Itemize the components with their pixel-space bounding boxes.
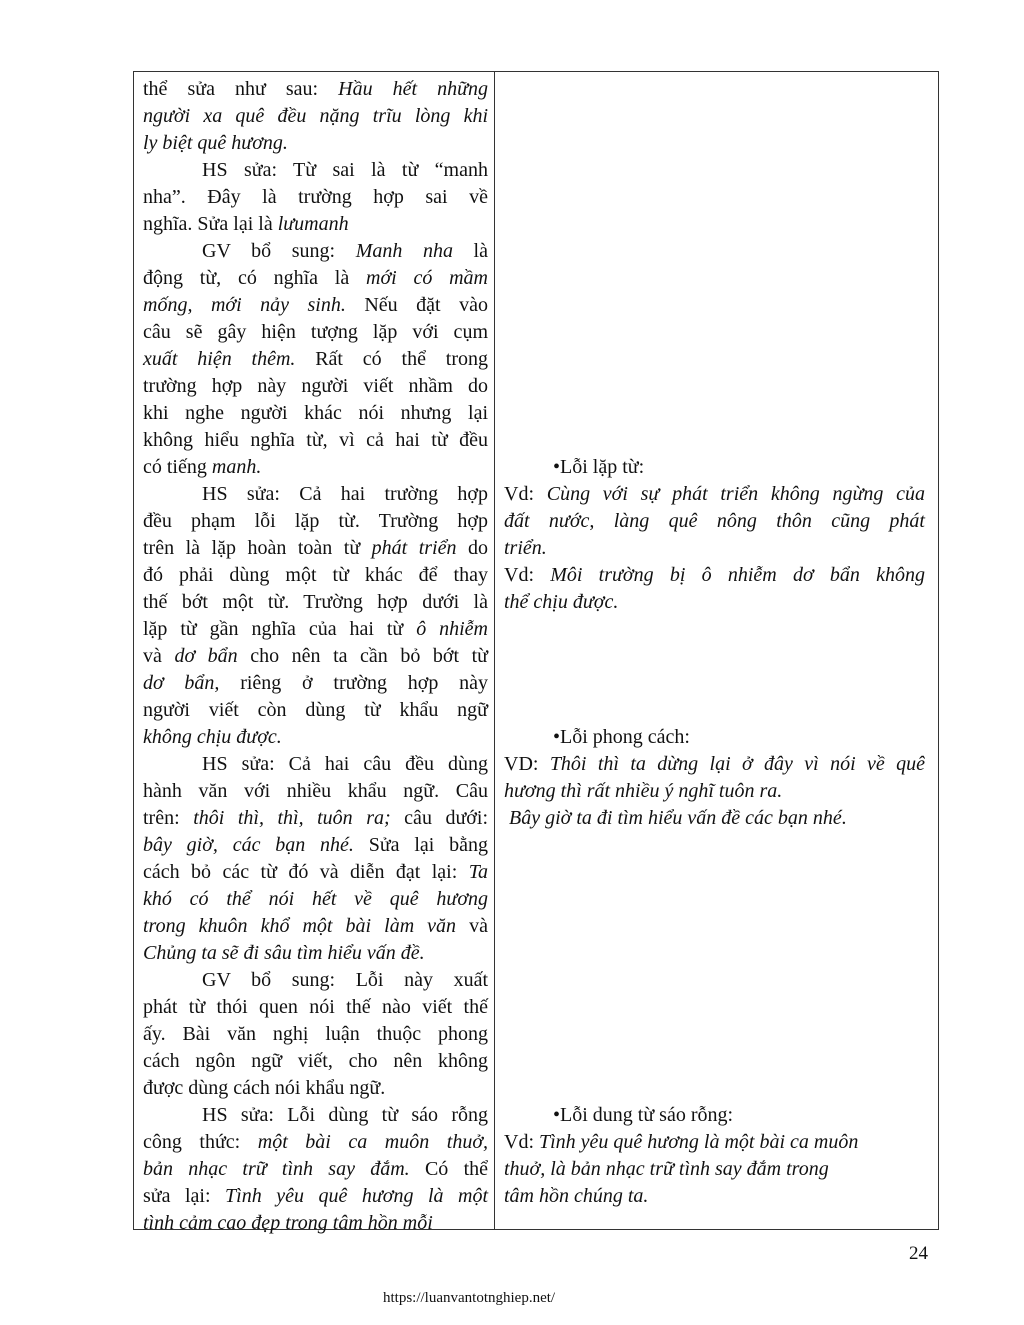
left-text-line: ly biệt quê hương.: [143, 132, 288, 154]
left-text-line: lặp từ gần nghĩa của hai từ ô nhiễm: [143, 618, 488, 640]
left-text-line: cách bỏ các từ đó và diễn đạt lại: Ta: [143, 861, 488, 883]
left-text-line: được dùng cách nói khẩu ngữ.: [143, 1077, 386, 1099]
example-text-line: Vd: Môi trường bị ô nhiễm dơ bẩn không: [504, 564, 925, 586]
example-text-line: thuở, là bản nhạc trữ tình say đắm trong: [504, 1158, 829, 1180]
left-text-line: công thức: một bài ca muôn thuở,: [143, 1131, 488, 1153]
left-text-line: GV bổ sung: Manh nha là: [202, 240, 488, 262]
left-text-line: khó có thể nói hết về quê hương: [143, 888, 488, 910]
left-text-line: trong khuôn khổ một bài làm văn và: [143, 915, 488, 937]
left-text-line: tình cảm cao đẹp trong tâm hồn mỗi: [143, 1212, 433, 1234]
left-text-line: sửa lại: Tình yêu quê hương là một: [143, 1185, 488, 1207]
left-text-line: xuất hiện thêm. Rất có thể trong: [143, 348, 488, 370]
right-column-content: [495, 72, 938, 1229]
left-column-teacher-student-activity: [134, 72, 495, 1234]
left-text-line: không chịu được.: [143, 726, 282, 748]
left-text-line: trên: thôi thì, thì, tuôn ra; câu dưới:: [143, 807, 488, 829]
example-text-line: Vd: Cùng với sự phát triển không ngừng của: [504, 483, 925, 505]
left-text-line: HS sửa: Từ sai là từ “manh: [202, 159, 488, 181]
example-text-line: VD: Thôi thì ta dừng lại ở đây vì nói về quê: [504, 753, 925, 775]
error-type-heading: •Lỗi lặp từ:: [553, 456, 645, 478]
left-text-line: đó phải dùng một từ khác để thay: [143, 564, 488, 586]
left-text-line: HS sửa: Lỗi dùng từ sáo rỗng: [202, 1104, 488, 1126]
left-text-line: bây giờ, các bạn nhé. Sửa lại bằng: [143, 834, 488, 856]
left-text-line: thể sửa như sau: Hầu hết những: [143, 78, 488, 100]
left-text-line: dơ bẩn, riêng ở trường hợp này: [143, 672, 488, 694]
example-text-line: hương thì rất nhiều ý nghĩ tuôn ra.: [504, 780, 783, 802]
left-text-line: động từ, có nghĩa là mới có mầm: [143, 267, 489, 289]
left-text-line: câu sẽ gây hiện tượng lặp với cụm: [143, 321, 488, 343]
left-text-line: mống, mới nảy sinh. Nếu đặt vào: [143, 294, 488, 316]
example-text-line: tâm hồn chúng ta.: [504, 1185, 649, 1207]
example-text-line: đất nước, làng quê nông thôn cũng phát: [504, 510, 925, 532]
example-text-line: thể chịu được.: [504, 591, 619, 613]
left-text-line: có tiếng manh.: [143, 456, 262, 478]
left-text-line: ấy. Bài văn nghị luận thuộc phong: [143, 1023, 488, 1045]
left-text-line: Chủng ta sẽ đi sâu tìm hiểu vấn đề.: [143, 942, 425, 964]
left-text-line: người viết còn dùng từ khẩu ngữ: [143, 699, 488, 721]
left-text-line: người xa quê đều nặng trĩu lòng khi: [143, 105, 488, 127]
left-text-line: thế bớt một từ. Trường hợp dưới là: [143, 591, 488, 613]
example-text-line: triển.: [504, 537, 547, 559]
left-text-line: HS sửa: Cả hai trường hợp: [202, 483, 488, 505]
left-text-line: bản nhạc trữ tình say đắm. Có thể: [143, 1158, 488, 1180]
page-number: 24: [909, 1243, 928, 1264]
footer-url: https://luanvantotnghiep.net/: [383, 1290, 556, 1306]
left-text-line: HS sửa: Cả hai câu đều dùng: [202, 753, 488, 775]
left-text-line: cách ngôn ngữ viết, cho nên không: [143, 1050, 488, 1072]
left-text-line: đều phạm lỗi lặp từ. Trường hợp: [143, 510, 488, 532]
error-type-heading: •Lỗi phong cách:: [553, 726, 690, 748]
left-text-line: trường hợp này người viết nhầm do: [143, 375, 488, 397]
left-text-line: và dơ bẩn cho nên ta cần bỏ bớt từ: [143, 645, 488, 667]
error-type-heading: •Lỗi dung từ sáo rỗng:: [553, 1104, 734, 1126]
example-text-line: Bây giờ ta đi tìm hiểu vấn đề các bạn nhé.: [504, 807, 847, 829]
content-table: [133, 71, 939, 1234]
left-text-line: nghĩa. Sửa lại là lưumanh: [143, 213, 349, 235]
left-text-line: không hiểu nghĩa từ, vì cả hai từ đều: [143, 429, 488, 451]
left-text-line: phát từ thói quen nói thế nào viết thế: [143, 996, 488, 1018]
example-text-line: Vd: Tình yêu quê hương là một bài ca muôn: [504, 1131, 859, 1153]
left-text-line: khi nghe người khác nói nhưng lại: [143, 402, 488, 424]
left-text-line: nha”. Đây là trường hợp sai về: [143, 186, 488, 208]
left-text-line: hành văn với nhiều khẩu ngữ. Câu: [143, 780, 488, 802]
left-text-line: GV bổ sung: Lỗi này xuất: [202, 969, 488, 991]
left-text-line: trên là lặp hoàn toàn từ phát triển do: [143, 537, 488, 559]
